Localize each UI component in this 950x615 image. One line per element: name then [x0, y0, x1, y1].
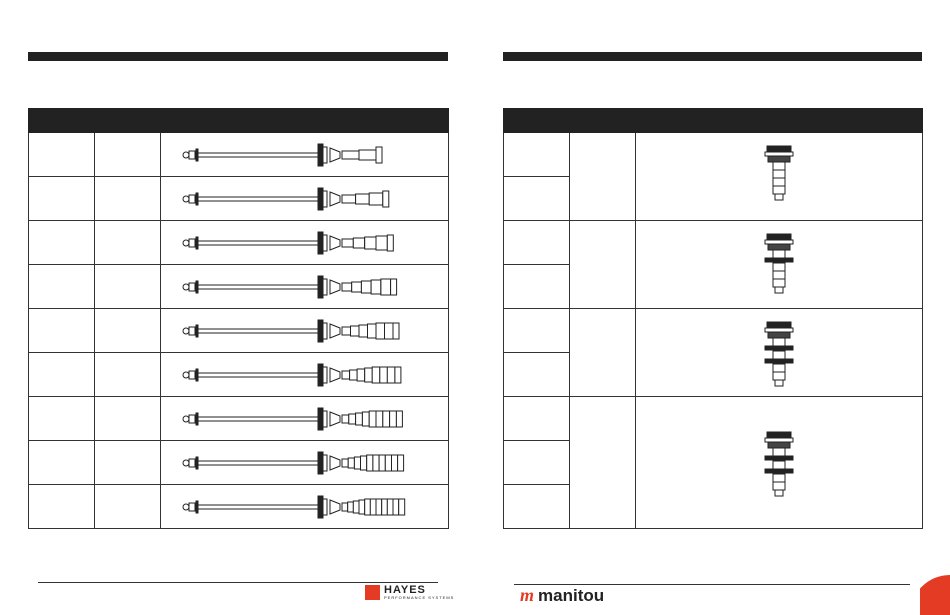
table-row	[29, 397, 449, 441]
table-cell	[504, 441, 570, 485]
manitou-logo-name: manitou	[538, 585, 605, 605]
table-cell	[95, 133, 161, 177]
right-footer-rule	[514, 584, 910, 585]
left-header-bar	[28, 52, 448, 61]
hayes-logo	[365, 585, 454, 600]
table-cell	[29, 221, 95, 265]
table-row	[504, 397, 923, 441]
table-row	[504, 133, 923, 177]
manitou-logo-mark: m	[520, 585, 535, 605]
shaft-image-cell	[161, 221, 449, 265]
valve-cap-illustration	[759, 142, 799, 212]
table-row	[29, 309, 449, 353]
valve-image-cell	[636, 133, 923, 221]
valve-cap-illustration	[759, 428, 799, 498]
table-cell	[95, 309, 161, 353]
table-row	[504, 309, 923, 353]
table-row	[29, 221, 449, 265]
table-cell	[95, 265, 161, 309]
table-cell	[29, 353, 95, 397]
air-shaft-illustration	[180, 228, 430, 258]
table-cell	[29, 397, 95, 441]
table-cell	[504, 265, 570, 309]
left-spring-table	[28, 108, 449, 529]
valve-image-cell	[636, 221, 923, 309]
table-cell	[95, 397, 161, 441]
table-cell	[570, 397, 636, 529]
shaft-image-cell	[161, 397, 449, 441]
hayes-logo-mark	[365, 585, 380, 600]
table-cell	[29, 177, 95, 221]
table-cell	[504, 397, 570, 441]
valve-cap-illustration	[759, 230, 799, 300]
air-shaft-illustration	[180, 316, 430, 346]
table-cell	[504, 353, 570, 397]
table-cell	[570, 309, 636, 397]
valve-image-cell	[636, 309, 923, 397]
right-spring-table	[503, 108, 923, 529]
table-cell	[29, 309, 95, 353]
table-row	[504, 221, 923, 265]
hayes-logo-sub: PERFORMANCE SYSTEMS	[384, 595, 455, 600]
table-header-row	[29, 109, 449, 133]
table-cell	[95, 441, 161, 485]
shaft-image-cell	[161, 265, 449, 309]
air-shaft-illustration	[180, 404, 430, 434]
manitou-logo	[520, 586, 604, 604]
table-row	[29, 441, 449, 485]
table-row	[29, 353, 449, 397]
air-shaft-illustration	[180, 272, 430, 302]
air-shaft-illustration	[180, 448, 430, 478]
air-shaft-illustration	[180, 184, 430, 214]
table-cell	[95, 485, 161, 529]
table-cell	[29, 441, 95, 485]
left-footer-rule	[38, 582, 438, 583]
valve-cap-illustration	[759, 318, 799, 388]
table-cell	[95, 177, 161, 221]
table-cell	[504, 309, 570, 353]
table-row	[29, 485, 449, 529]
shaft-image-cell	[161, 309, 449, 353]
shaft-image-cell	[161, 441, 449, 485]
valve-image-cell	[636, 397, 923, 529]
table-cell	[570, 221, 636, 309]
table-cell	[504, 133, 570, 177]
right-header-bar	[503, 52, 922, 61]
table-row	[29, 177, 449, 221]
corner-accent	[920, 575, 950, 615]
table-cell	[504, 177, 570, 221]
table-cell	[29, 133, 95, 177]
hayes-logo-name: HAYES	[384, 584, 426, 596]
table-cell	[95, 221, 161, 265]
table-cell	[29, 485, 95, 529]
table-cell	[570, 133, 636, 221]
shaft-image-cell	[161, 177, 449, 221]
shaft-image-cell	[161, 353, 449, 397]
table-cell	[504, 221, 570, 265]
shaft-image-cell	[161, 485, 449, 529]
shaft-image-cell	[161, 133, 449, 177]
air-shaft-illustration	[180, 360, 430, 390]
table-row	[29, 265, 449, 309]
table-cell	[504, 485, 570, 529]
table-cell	[29, 265, 95, 309]
table-cell	[95, 353, 161, 397]
table-row	[29, 133, 449, 177]
air-shaft-illustration	[180, 140, 430, 170]
air-shaft-illustration	[180, 492, 430, 522]
table-header-row	[504, 109, 923, 133]
